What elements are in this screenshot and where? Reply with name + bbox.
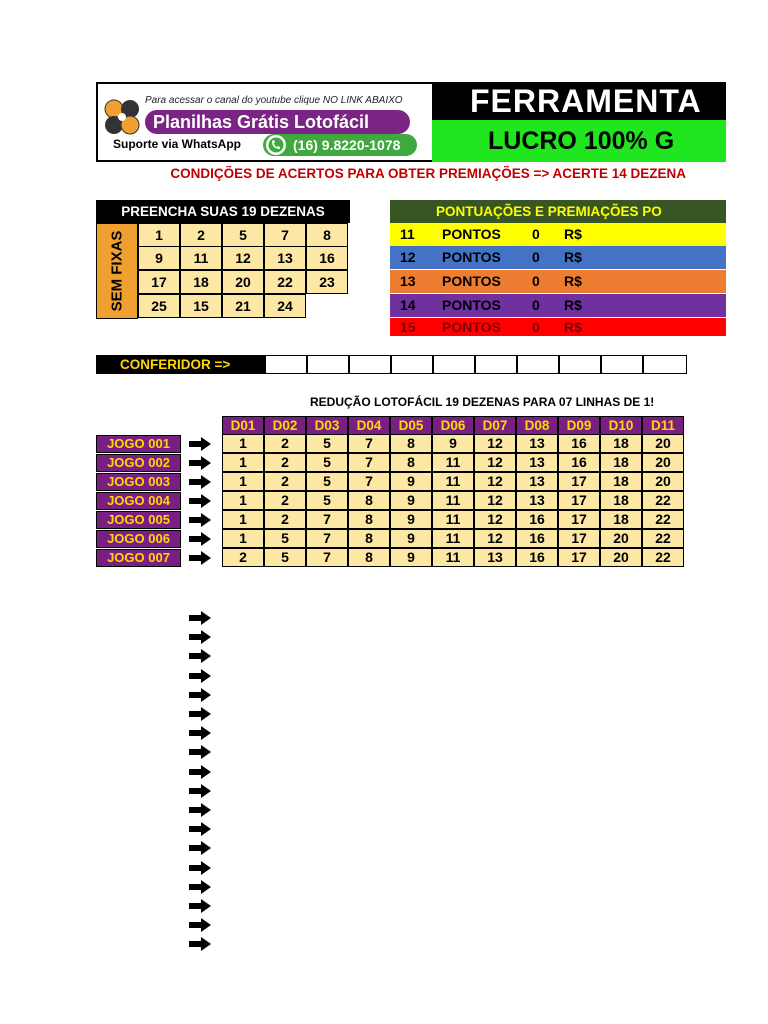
arrow-right-icon [188, 610, 212, 626]
column-header: D08 [516, 416, 558, 435]
arrow-right-icon [188, 455, 212, 471]
pontuacoes-header: PONTUAÇÕES E PREMIAÇÕES PO [390, 200, 726, 223]
reducao-title: REDUÇÃO LOTOFÁCIL 19 DEZENAS PARA 07 LINHAS DE 1! [310, 395, 655, 409]
jogo-cell: 18 [600, 453, 642, 472]
jogo-cell: 2 [222, 548, 264, 567]
arrow-right-icon [188, 668, 212, 684]
jogo-cell: 13 [474, 548, 516, 567]
jogo-label: JOGO 001 [96, 435, 181, 453]
jogo-cell: 20 [642, 453, 684, 472]
whatsapp-phone[interactable]: (16) 9.8220-1078 [263, 134, 417, 156]
column-header: D11 [642, 416, 684, 435]
dezena-cell[interactable]: 1 [138, 223, 180, 247]
jogo-cell: 8 [348, 510, 390, 529]
jogo-cell: 5 [306, 434, 348, 453]
jogo-cell: 1 [222, 491, 264, 510]
dezena-cell[interactable]: 13 [264, 246, 306, 270]
arrow-right-icon [188, 802, 212, 818]
jogo-cell: 13 [516, 472, 558, 491]
jogo-cell: 11 [432, 491, 474, 510]
pontuacao-count: 0 [532, 297, 540, 313]
arrow-right-icon [188, 550, 212, 566]
jogo-cell: 7 [348, 472, 390, 491]
jogo-cell: 12 [474, 434, 516, 453]
arrow-right-icon [188, 821, 212, 837]
arrow-right-icon [188, 879, 212, 895]
jogo-cell: 9 [432, 434, 474, 453]
arrow-right-icon [188, 474, 212, 490]
jogo-cell: 2 [264, 472, 306, 491]
jogo-cell: 20 [600, 548, 642, 567]
jogo-cell: 18 [600, 491, 642, 510]
dezena-cell[interactable]: 12 [222, 246, 264, 270]
jogo-cell: 1 [222, 434, 264, 453]
conferidor-input[interactable] [349, 355, 391, 374]
conferidor-input[interactable] [475, 355, 517, 374]
dezena-cell[interactable]: 22 [264, 270, 306, 294]
column-header: D02 [264, 416, 306, 435]
jogo-cell: 7 [306, 529, 348, 548]
arrow-right-icon [188, 629, 212, 645]
pontuacao-count: 0 [532, 249, 540, 265]
dezena-cell[interactable]: 17 [138, 270, 180, 294]
jogo-cell: 12 [474, 472, 516, 491]
jogo-cell: 5 [264, 529, 306, 548]
jogo-cell: 7 [306, 548, 348, 567]
jogo-cell: 7 [348, 453, 390, 472]
sem-fixas-text: SEM FIXAS [108, 230, 126, 312]
jogo-cell: 9 [390, 548, 432, 567]
jogo-label: JOGO 007 [96, 549, 181, 567]
jogo-cell: 11 [432, 453, 474, 472]
logo-text: Planilhas Grátis Lotofácil [153, 112, 370, 132]
pontuacao-row [390, 318, 726, 336]
jogo-cell: 12 [474, 510, 516, 529]
arrow-right-icon [188, 898, 212, 914]
arrow-right-icon [188, 860, 212, 876]
pontuacao-label: PONTOS [442, 226, 501, 242]
logo-badge [145, 110, 410, 134]
jogo-cell: 2 [264, 453, 306, 472]
conferidor-input[interactable] [643, 355, 687, 374]
jogo-cell: 8 [348, 529, 390, 548]
jogo-cell: 20 [642, 434, 684, 453]
jogo-cell: 17 [558, 529, 600, 548]
dezena-cell[interactable]: 18 [180, 270, 222, 294]
jogo-cell: 17 [558, 548, 600, 567]
jogo-label: JOGO 005 [96, 511, 181, 529]
jogo-cell: 7 [306, 510, 348, 529]
pontuacao-currency: R$ [564, 319, 582, 335]
dezena-cell[interactable]: 21 [222, 294, 264, 318]
pontuacao-points: 15 [400, 319, 416, 335]
pontuacao-row [390, 294, 726, 317]
dezena-cell[interactable]: 8 [306, 223, 348, 247]
jogo-cell: 16 [558, 434, 600, 453]
dezena-cell[interactable]: 5 [222, 223, 264, 247]
arrow-right-icon [188, 512, 212, 528]
pontuacao-label: PONTOS [442, 273, 501, 289]
jogo-cell: 11 [432, 510, 474, 529]
jogo-cell: 9 [390, 529, 432, 548]
pontuacao-points: 11 [400, 226, 415, 242]
jogo-cell: 1 [222, 453, 264, 472]
pontuacao-label: PONTOS [442, 249, 501, 265]
arrow-right-icon [188, 764, 212, 780]
jogo-cell: 18 [600, 472, 642, 491]
jogo-cell: 12 [474, 453, 516, 472]
page-title: FERRAMENTA [432, 82, 726, 120]
arrow-right-icon [188, 706, 212, 722]
pontuacao-points: 13 [400, 273, 416, 289]
jogo-label: JOGO 006 [96, 530, 181, 548]
jogo-label: JOGO 003 [96, 473, 181, 491]
arrow-right-icon [188, 531, 212, 547]
clover-icon [99, 96, 145, 138]
jogo-cell: 8 [348, 548, 390, 567]
jogo-cell: 8 [390, 453, 432, 472]
conditions-text: CONDIÇÕES DE ACERTOS PARA OBTER PREMIAÇÕES => ACERTE 14 DEZENA [170, 166, 686, 181]
arrow-right-icon [188, 783, 212, 799]
jogo-cell: 11 [432, 548, 474, 567]
dezena-cell[interactable]: 15 [180, 294, 222, 318]
pontuacao-label: PONTOS [442, 297, 501, 313]
jogo-cell: 12 [474, 491, 516, 510]
preencha-header: PREENCHA SUAS 19 DEZENAS [96, 200, 350, 223]
dezena-cell[interactable]: 11 [180, 246, 222, 270]
jogo-cell: 16 [516, 510, 558, 529]
jogo-cell: 11 [432, 472, 474, 491]
pontuacao-row [390, 223, 726, 246]
conferidor-input[interactable] [601, 355, 643, 374]
conferidor-input[interactable] [265, 355, 307, 374]
suporte-text: Suporte via WhatsApp [113, 137, 242, 151]
arrow-right-icon [188, 936, 212, 952]
conferidor-input[interactable] [307, 355, 349, 374]
jogo-cell: 9 [390, 491, 432, 510]
jogo-cell: 16 [516, 529, 558, 548]
whatsapp-icon [264, 134, 288, 156]
arrow-right-icon [188, 648, 212, 664]
pontuacao-count: 0 [532, 273, 540, 289]
arrow-right-icon [188, 840, 212, 856]
dezena-cell[interactable]: 2 [180, 223, 222, 247]
pontuacao-currency: R$ [564, 273, 582, 289]
dezena-cell[interactable]: 24 [264, 294, 306, 318]
jogo-cell: 18 [600, 510, 642, 529]
conferidor-label: CONFERIDOR => [96, 355, 265, 374]
pontuacao-label: PONTOS [442, 319, 501, 335]
column-header: D09 [558, 416, 600, 435]
jogo-cell: 1 [222, 510, 264, 529]
pontuacao-points: 14 [400, 297, 416, 313]
jogo-cell: 17 [558, 472, 600, 491]
jogo-cell: 9 [390, 472, 432, 491]
jogo-cell: 17 [558, 491, 600, 510]
pontuacao-count: 0 [532, 319, 540, 335]
dezena-cell[interactable]: 23 [306, 270, 348, 294]
jogo-cell: 16 [516, 548, 558, 567]
jogo-cell: 17 [558, 510, 600, 529]
pontuacao-count: 0 [532, 226, 540, 242]
arrow-right-icon [188, 917, 212, 933]
jogo-cell: 5 [264, 548, 306, 567]
dezena-cell[interactable]: 20 [222, 270, 264, 294]
jogo-cell: 22 [642, 491, 684, 510]
dezena-cell[interactable]: 9 [138, 246, 180, 270]
jogo-cell: 8 [348, 491, 390, 510]
conferidor-input[interactable] [391, 355, 433, 374]
jogo-cell: 20 [642, 472, 684, 491]
arrow-right-icon [188, 493, 212, 509]
jogo-cell: 2 [264, 510, 306, 529]
youtube-link-text[interactable]: Para acessar o canal do youtube clique NO LINK ABAIXO [145, 95, 403, 106]
jogo-cell: 2 [264, 434, 306, 453]
column-header: D04 [348, 416, 390, 435]
jogo-cell: 22 [642, 510, 684, 529]
jogo-label: JOGO 004 [96, 492, 181, 510]
pontuacao-row [390, 270, 726, 293]
conferidor-input[interactable] [433, 355, 475, 374]
jogo-label: JOGO 002 [96, 454, 181, 472]
page-subtitle: LUCRO 100% G [432, 120, 726, 162]
pontuacao-row [390, 246, 726, 269]
arrow-right-icon [188, 436, 212, 452]
jogo-cell: 9 [390, 510, 432, 529]
column-header: D03 [306, 416, 348, 435]
pontuacao-points: 12 [400, 249, 416, 265]
jogo-cell: 1 [222, 472, 264, 491]
conferidor-input[interactable] [517, 355, 559, 374]
arrow-right-icon [188, 687, 212, 703]
conferidor-input[interactable] [559, 355, 601, 374]
jogo-cell: 11 [432, 529, 474, 548]
sem-fixas-label [96, 223, 138, 319]
jogo-cell: 8 [390, 434, 432, 453]
jogo-cell: 13 [516, 491, 558, 510]
arrow-right-icon [188, 744, 212, 760]
jogo-cell: 5 [306, 453, 348, 472]
jogo-cell: 22 [642, 529, 684, 548]
column-header: D10 [600, 416, 642, 435]
arrow-right-icon [188, 725, 212, 741]
column-header: D06 [432, 416, 474, 435]
jogo-cell: 2 [264, 491, 306, 510]
jogo-cell: 1 [222, 529, 264, 548]
pontuacao-currency: R$ [564, 297, 582, 313]
jogo-cell: 18 [600, 434, 642, 453]
column-header: D07 [474, 416, 516, 435]
jogo-cell: 12 [474, 529, 516, 548]
pontuacao-currency: R$ [564, 226, 582, 242]
column-header: D01 [222, 416, 264, 435]
column-header: D05 [390, 416, 432, 435]
dezena-cell[interactable]: 16 [306, 246, 348, 270]
jogo-cell: 7 [348, 434, 390, 453]
pontuacao-currency: R$ [564, 249, 582, 265]
jogo-cell: 13 [516, 434, 558, 453]
jogo-cell: 22 [642, 548, 684, 567]
dezena-cell[interactable]: 25 [138, 294, 180, 318]
jogo-cell: 13 [516, 453, 558, 472]
jogo-cell: 20 [600, 529, 642, 548]
jogo-cell: 5 [306, 491, 348, 510]
dezena-cell[interactable]: 7 [264, 223, 306, 247]
jogo-cell: 16 [558, 453, 600, 472]
jogo-cell: 5 [306, 472, 348, 491]
